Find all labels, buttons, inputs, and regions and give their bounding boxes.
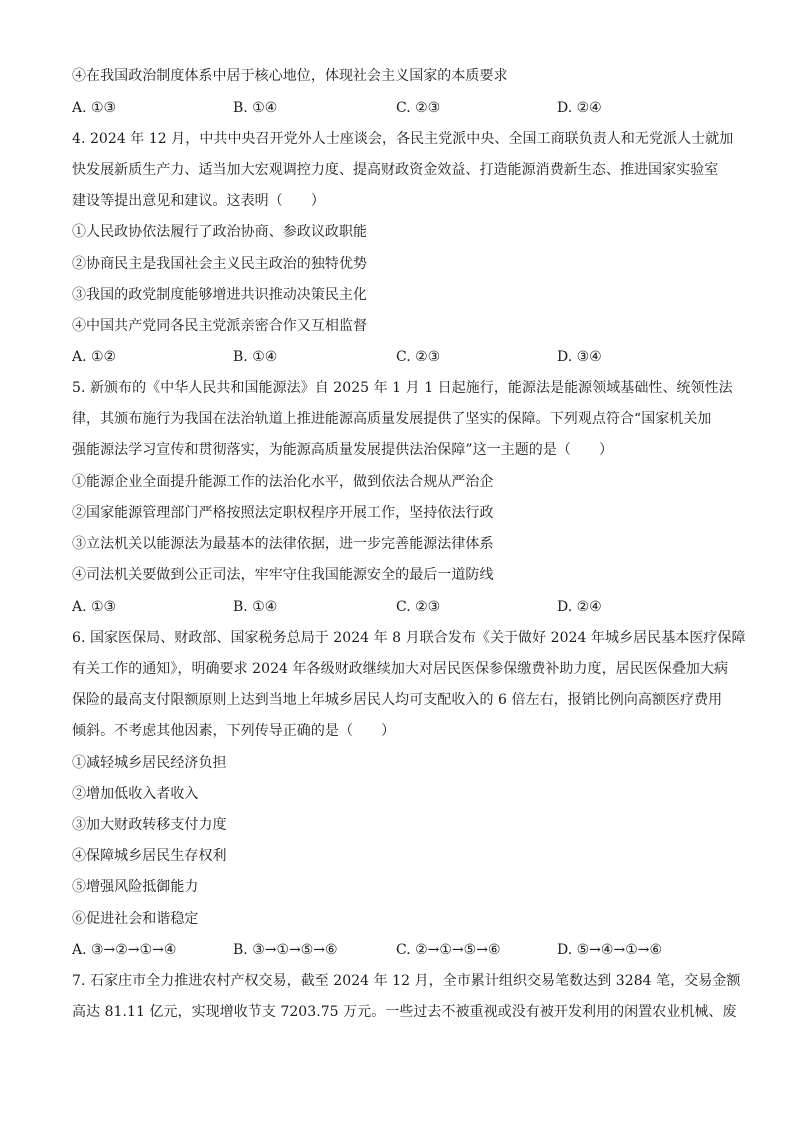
q6-item-2: ②增加低收入者收入	[72, 786, 199, 802]
q6-item-6: ⑥促进社会和谐稳定	[72, 911, 199, 927]
q4-item-2: ②协商民主是我国社会主义民主政治的独特优势	[72, 256, 368, 272]
q3-item-4: ④在我国政治制度体系中居于核心地位，体现社会主义国家的本质要求	[72, 68, 508, 84]
q6-item-1: ①减轻城乡居民经济负担	[72, 755, 227, 771]
q6-stem-line-3: 保险的最高支付限额原则上达到当地上年城乡居民人均可支配收入的 6 倍左右，报销比例向高额医疗费用	[72, 692, 723, 708]
q6-option-c: C. ②→①→⑤→⑥	[396, 942, 501, 958]
q3-option-d: D. ②④	[557, 100, 602, 116]
q6-option-d: D. ⑤→④→①→⑥	[557, 942, 663, 958]
q5-stem-line-3: 强能源法学习宣传和贯彻落实，为能源高质量发展提供法治保障”这一主题的是（ ）	[72, 442, 614, 458]
q5-option-d: D. ②④	[557, 599, 602, 615]
q4-stem-line-3: 建设等提出意见和建议。这表明（ ）	[72, 193, 325, 209]
q5-option-b: B. ①④	[233, 599, 278, 615]
q6-item-3: ③加大财政转移支付力度	[72, 817, 227, 833]
q6-stem-line-2: 有关工作的通知》，明确要求 2024 年各级财政继续加大对居民医保参保缴费补助力度，居民医保叠加大病	[72, 661, 729, 677]
q5-item-4: ④司法机关要做到公正司法，牢牢守住我国能源安全的最后一道防线	[72, 567, 494, 583]
q5-option-c: C. ②③	[396, 599, 441, 615]
q6-stem-line-4: 倾斜。不考虑其他因素，下列传导正确的是（ ）	[72, 723, 396, 739]
q5-option-a: A. ①③	[72, 599, 117, 615]
q5-stem-line-2: 律，其颁布施行为我国在法治轨道上推进能源高质量发展提供了坚实的保障。下列观点符合“国家机关加	[72, 411, 712, 427]
q4-stem-line-1: 4. 2024 年 12 月，中共中央召开党外人士座谈会，各民主党派中央、全国工商联负责人和无党派人士就加	[72, 131, 734, 147]
q3-option-a: A. ①③	[72, 100, 117, 116]
q3-option-b: B. ①④	[233, 100, 278, 116]
q5-item-2: ②国家能源管理部门严格按照法定职权程序开展工作，坚持依法行政	[72, 505, 494, 521]
q5-item-1: ①能源企业全面提升能源工作的法治化水平，做到依法合规从严治企	[72, 474, 494, 490]
q5-stem-line-1: 5. 新颁布的《中华人民共和国能源法》自 2025 年 1 月 1 日起施行，能源法是能源领域基础性、统领性法	[72, 380, 733, 396]
q6-option-a: A. ③→②→①→④	[72, 942, 177, 958]
q7-stem-line-2: 高达 81.11 亿元，实现增收节支 7203.75 万元。一些过去不被重视或没有被开发利用的闲置农业机械、废	[72, 1004, 737, 1020]
q7-stem-line-1: 7. 石家庄市全力推进农村产权交易，截至 2024 年 12 月，全市累计组织交易笔数达到 3284 笔，交易金额	[72, 973, 741, 989]
q5-item-3: ③立法机关以能源法为最基本的法律依据，进一步完善能源法律体系	[72, 536, 494, 552]
q4-item-1: ①人民政协依法履行了政治协商、参政议政职能	[72, 224, 368, 240]
q4-stem-line-2: 快发展新质生产力、适当加大宏观调控力度、提高财政资金效益、打造能源消费新生态、推进国家实验室	[72, 162, 719, 178]
q6-item-4: ④保障城乡居民生存权利	[72, 848, 227, 864]
q3-option-c: C. ②③	[396, 100, 441, 116]
q4-item-4: ④中国共产党同各民主党派亲密合作又互相监督	[72, 318, 368, 334]
q4-item-3: ③我国的政党制度能够增进共识推动决策民主化	[72, 287, 368, 303]
q4-option-d: D. ③④	[557, 349, 602, 365]
q4-option-c: C. ②③	[396, 349, 441, 365]
q4-option-b: B. ①④	[233, 349, 278, 365]
q6-option-b: B. ③→①→⑤→⑥	[233, 942, 338, 958]
q6-item-5: ⑤增强风险抵御能力	[72, 879, 199, 895]
q4-option-a: A. ①②	[72, 349, 117, 365]
q6-stem-line-1: 6. 国家医保局、财政部、国家税务总局于 2024 年 8 月联合发布《关于做好 2024 年城乡居民基本医疗保障	[72, 630, 746, 646]
